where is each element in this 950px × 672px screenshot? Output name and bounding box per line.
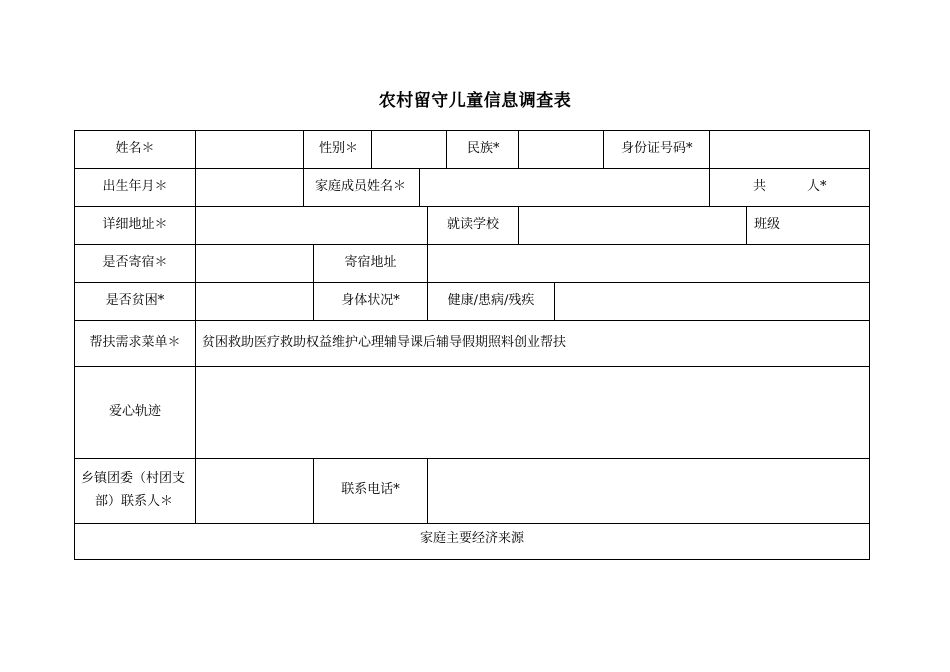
gender-field[interactable] xyxy=(372,131,446,168)
poverty-label: 是否贫困* xyxy=(105,293,165,308)
gender-label: 性别＊ xyxy=(319,141,359,156)
boarding-address-label: 寄宿地址 xyxy=(344,255,397,270)
row-divider xyxy=(75,523,869,524)
phone-field[interactable] xyxy=(428,459,869,523)
boarding-label: 是否寄宿＊ xyxy=(102,255,168,270)
boarding-address-field[interactable] xyxy=(428,245,869,282)
survey-form xyxy=(74,130,870,560)
column-divider xyxy=(303,168,304,206)
family-members-field[interactable] xyxy=(420,169,709,206)
column-divider xyxy=(603,131,604,168)
love-trail-field[interactable] xyxy=(196,367,869,458)
health-label: 身体状况* xyxy=(341,293,400,308)
name-field[interactable] xyxy=(196,131,303,168)
class-label: 班级 xyxy=(754,217,781,232)
school-field[interactable] xyxy=(519,207,746,244)
school-label: 就读学校 xyxy=(446,217,499,232)
birth-date-field[interactable] xyxy=(196,169,303,206)
ethnicity-field[interactable] xyxy=(519,131,603,168)
column-divider xyxy=(446,131,447,168)
total-prefix: 共 xyxy=(753,179,767,194)
page-title: 农村留守儿童信息调查表 xyxy=(378,91,572,111)
id-number-field[interactable] xyxy=(710,131,869,168)
address-field[interactable] xyxy=(196,207,427,244)
help-options[interactable]: 贫困救助医疗救助权益维护心理辅导课后辅导假期照料创业帮扶 xyxy=(202,335,567,350)
ethnicity-label: 民族* xyxy=(467,141,500,156)
column-divider xyxy=(303,131,304,168)
contact-person-label-line2: 部）联系人＊ xyxy=(95,494,174,509)
contact-person-label-line1: 乡镇团委（村团支 xyxy=(81,471,186,486)
id-number-label: 身份证号码* xyxy=(621,141,693,156)
income-source-label: 家庭主要经济来源 xyxy=(419,531,524,546)
phone-label: 联系电话* xyxy=(341,482,400,497)
poverty-field[interactable] xyxy=(196,283,313,320)
column-divider xyxy=(709,168,710,206)
column-divider xyxy=(746,206,747,244)
birth-date-label: 出生年月＊ xyxy=(102,179,168,194)
health-field[interactable] xyxy=(555,283,869,320)
family-members-label: 家庭成员姓名＊ xyxy=(315,179,407,194)
health-options[interactable]: 健康/患病/残疾 xyxy=(447,293,535,308)
address-label: 详细地址＊ xyxy=(102,217,168,232)
boarding-field[interactable] xyxy=(196,245,313,282)
name-label: 姓名＊ xyxy=(115,141,155,156)
total-suffix: 人* xyxy=(807,179,827,194)
help-menu-label: 帮扶需求菜单＊ xyxy=(89,335,181,350)
contact-person-field[interactable] xyxy=(196,459,313,523)
love-trail-label: 爱心轨迹 xyxy=(108,404,161,419)
